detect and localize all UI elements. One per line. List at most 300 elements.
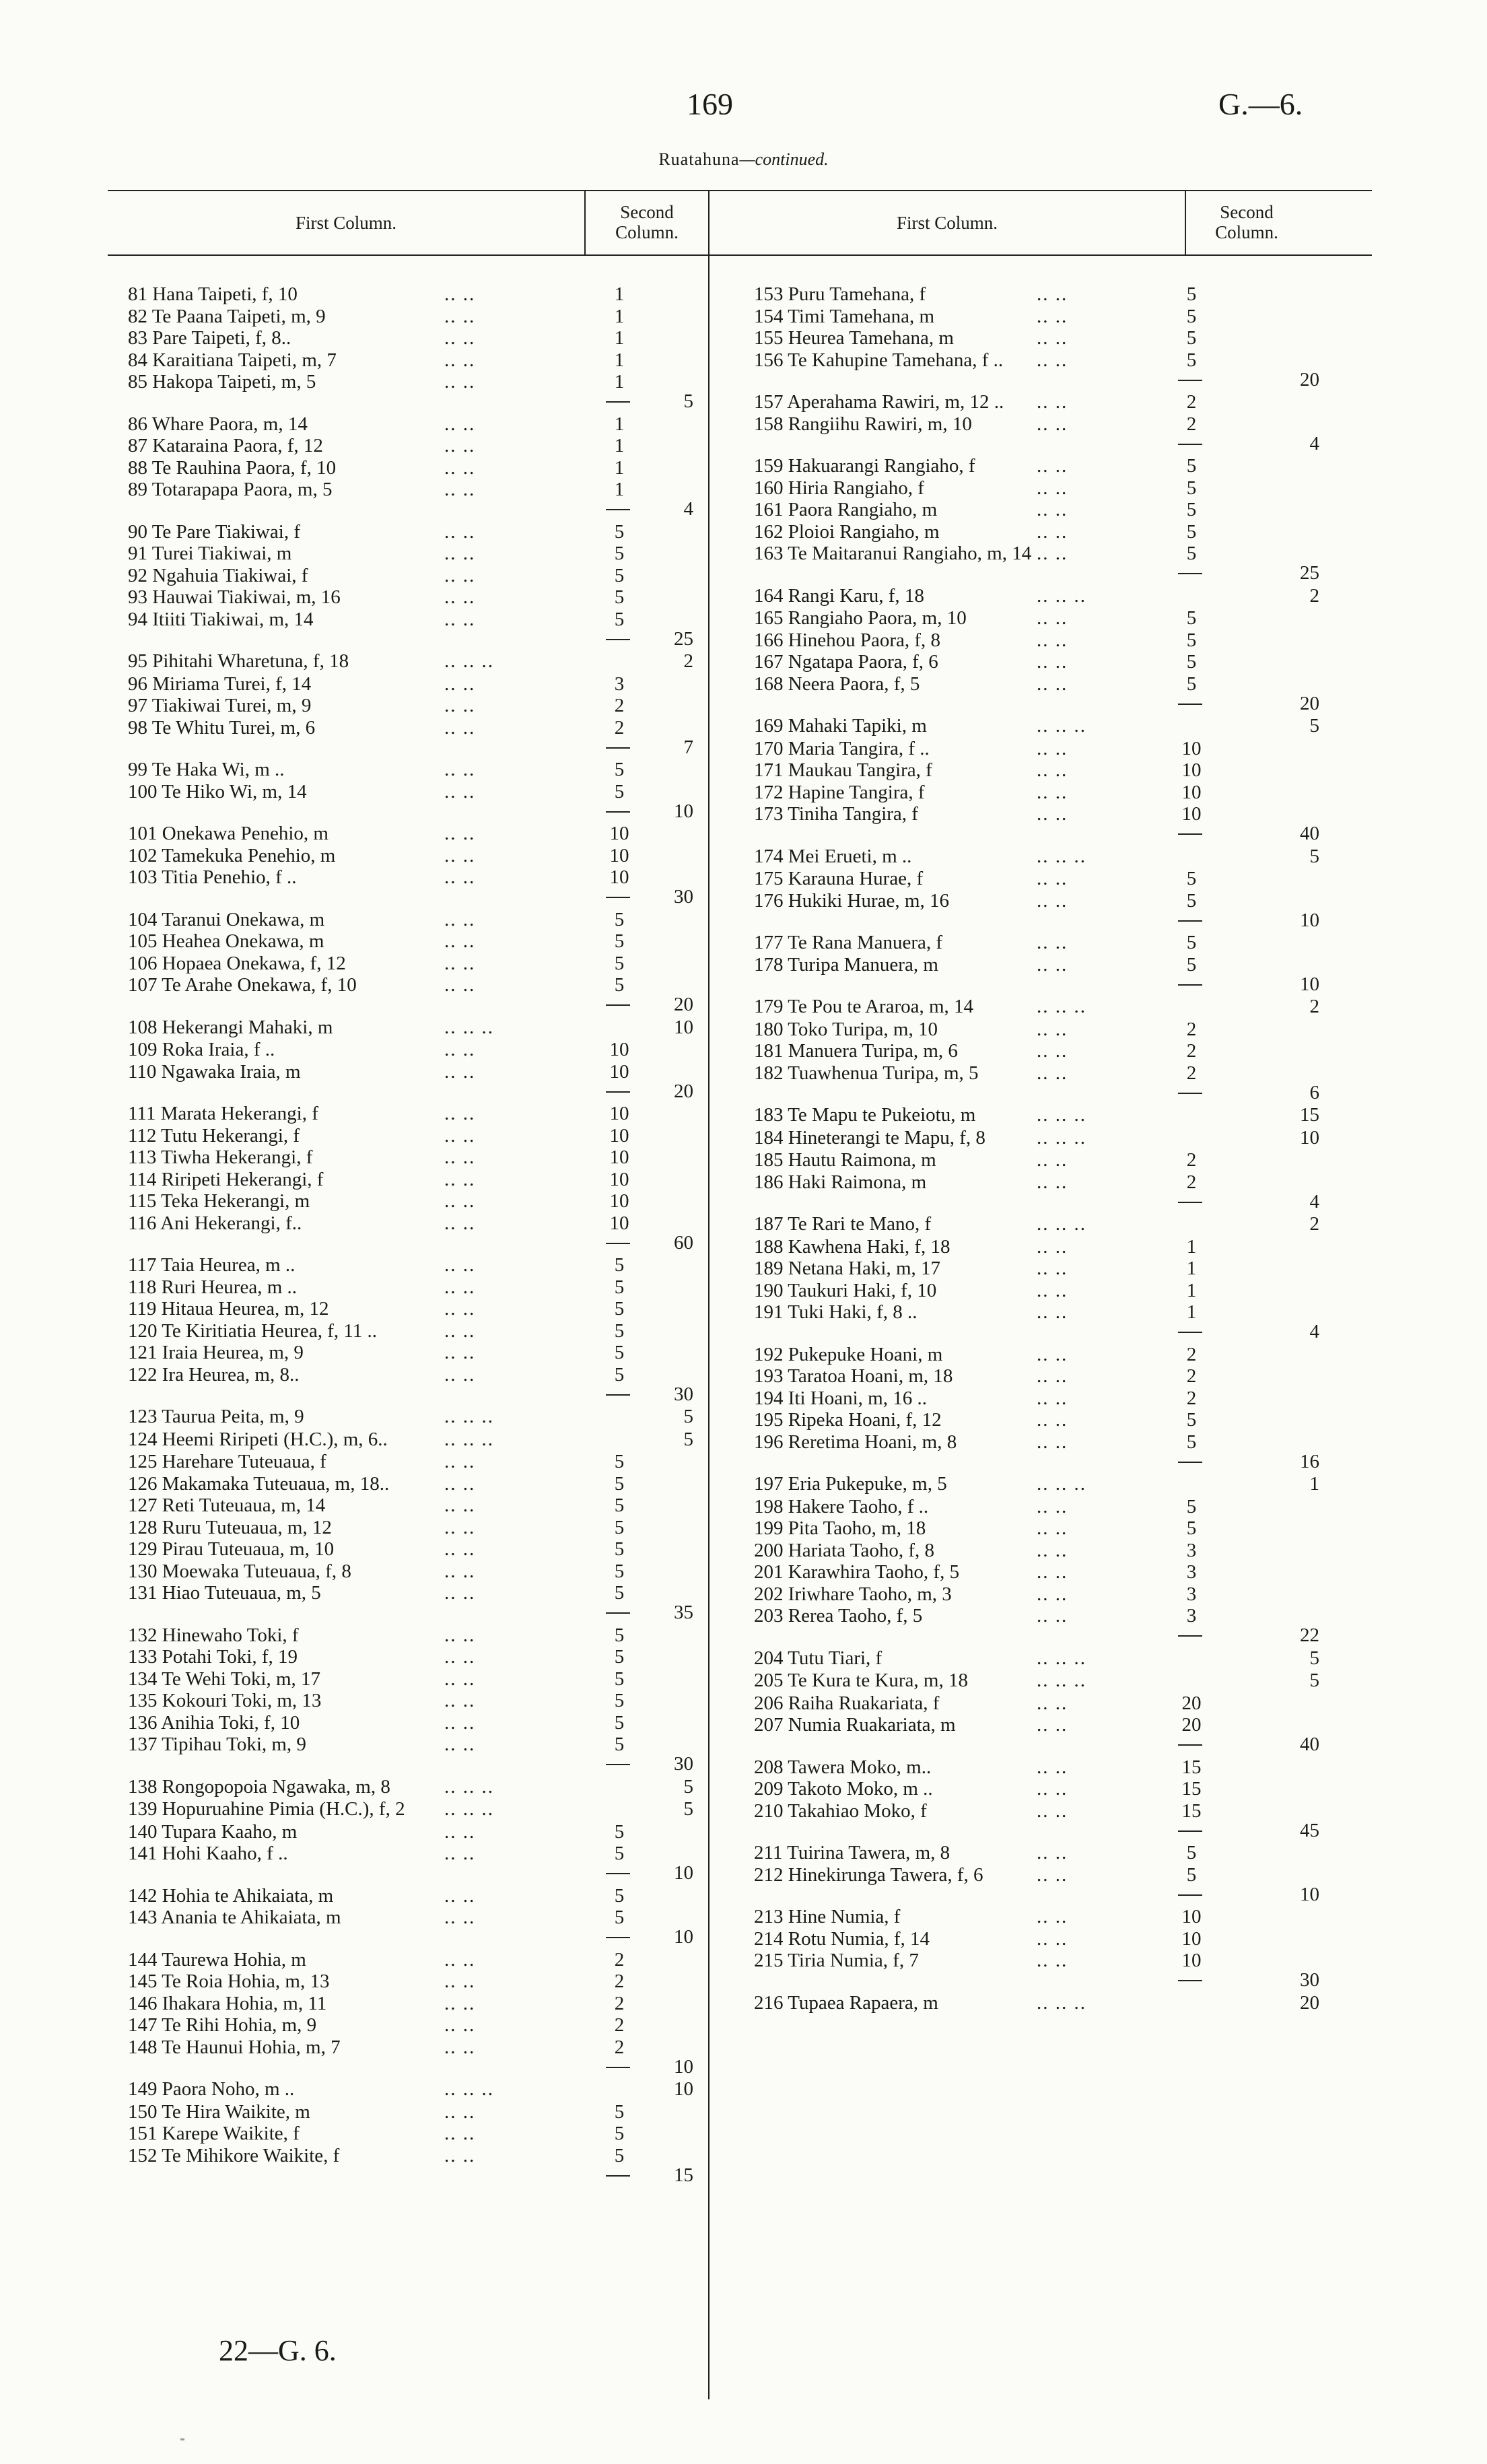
leader-dots: .. ..: [1037, 1906, 1068, 1927]
subtotal-dash: [606, 1004, 630, 1006]
first-column-value: 15: [1181, 1756, 1202, 1778]
first-column-value: 5: [614, 565, 625, 586]
right-second-header-line2: Column.: [1215, 222, 1278, 242]
subtotal-dash: [1178, 1980, 1202, 1981]
table-row: [128, 1775, 700, 1798]
entry-label: 184 Hineterangi te Mapu, f, 8: [754, 1127, 985, 1149]
leader-dots: .. ..: [444, 1061, 476, 1083]
first-column-value: 5: [614, 1821, 625, 1843]
entry-label: 115 Teka Hekerangi, m: [128, 1190, 310, 1212]
leader-dots: .. .. ..: [1037, 996, 1086, 1017]
entry-label: 216 Tupaea Rapaera, m: [754, 1992, 938, 2014]
entry-label: 140 Tupara Kaaho, m: [128, 1821, 298, 1843]
subtotal-row: [754, 368, 1319, 391]
leader-dots: .. ..: [444, 1103, 476, 1124]
table-row: [128, 564, 700, 587]
table-row: [754, 607, 1319, 629]
first-column-value: 5: [614, 953, 625, 974]
first-column-value: 5: [614, 1624, 625, 1646]
leader-dots: .. ..: [1037, 1950, 1068, 1971]
first-column-value: 3: [1186, 1605, 1197, 1627]
first-column-value: 5: [614, 1668, 625, 1690]
table-header-rule: [108, 254, 1372, 256]
first-column-value: 1: [614, 479, 625, 500]
entry-label: 182 Tuawhenua Turipa, m, 5: [754, 1062, 979, 1084]
first-column-value: 2: [614, 1993, 625, 2014]
second-column-value: 4: [1309, 433, 1319, 454]
entry-label: 83 Pare Taipeti, f, 8..: [128, 327, 291, 349]
entry-label: 175 Karauna Hurae, f: [754, 868, 924, 889]
leader-dots: .. ..: [444, 1298, 476, 1320]
table-row: [754, 1018, 1319, 1041]
table-row: [754, 714, 1319, 737]
table-row: [754, 520, 1319, 543]
subtotal-row: [128, 1383, 700, 1406]
table-row: [754, 454, 1319, 477]
leader-dots: .. ..: [1037, 673, 1068, 695]
first-column-value: 5: [614, 543, 625, 564]
subtotal-dash: [1178, 1202, 1202, 1203]
first-column-value: 1: [1186, 1258, 1197, 1279]
first-column-value: 5: [614, 1561, 625, 1582]
first-column-value: 5: [1186, 543, 1197, 564]
leader-dots: .. ..: [1037, 803, 1068, 825]
table-row: [754, 1905, 1319, 1928]
second-column-value: 2: [1309, 996, 1319, 1017]
entry-label: 148 Te Haunui Hohia, m, 7: [128, 2037, 341, 2058]
subtotal-dash: [1178, 380, 1202, 381]
first-column-value: 5: [614, 1646, 625, 1668]
subtotal-row: [128, 2164, 700, 2187]
entry-label: 110 Ngawaka Iraia, m: [128, 1061, 301, 1083]
entry-label: 88 Te Rauhina Paora, f, 10: [128, 457, 337, 479]
subtotal-row: [754, 1969, 1319, 1991]
entry-label: 171 Maukau Tangira, f: [754, 759, 932, 781]
first-column-value: 2: [1186, 1062, 1197, 1084]
table-row: [754, 498, 1319, 521]
first-column-value: 5: [614, 974, 625, 996]
subtotal-dash: [1178, 1635, 1202, 1637]
entry-label: 139 Hopuruahine Pimia (H.C.), f, 2: [128, 1798, 405, 1820]
subtotal-dash: [1178, 444, 1202, 445]
entry-label: 87 Kataraina Paora, f, 12: [128, 435, 323, 456]
second-column-value: 40: [1300, 1734, 1319, 1755]
first-column-value: 5: [614, 909, 625, 930]
first-column-value: 10: [609, 1061, 629, 1083]
leader-dots: .. ..: [1037, 868, 1068, 889]
footer-signature: 22—G. 6.: [219, 2334, 337, 2367]
entry-label: 121 Iraia Heurea, m, 9: [128, 1342, 304, 1363]
entry-label: 137 Tipihau Toki, m, 9: [128, 1734, 306, 1755]
leader-dots: .. ..: [1037, 306, 1068, 327]
entry-label: 183 Te Mapu te Pukeiotu, m: [754, 1104, 976, 1126]
leader-dots: .. ..: [1037, 1040, 1068, 1062]
table-row: [754, 477, 1319, 500]
table-row: [754, 629, 1319, 652]
first-column-value: 1: [1186, 1301, 1197, 1323]
second-column-value: 30: [674, 886, 693, 908]
table-row: [754, 1103, 1319, 1126]
right-second-column-header: [1186, 202, 1307, 242]
entry-label: 186 Haki Raimona, m: [754, 1171, 927, 1193]
first-column-value: 5: [1186, 283, 1197, 305]
subtotal-row: [128, 1752, 700, 1775]
entry-label: 213 Hine Numia, f: [754, 1906, 901, 1927]
table-row: [754, 1561, 1319, 1583]
center-divider: [708, 191, 710, 2399]
subtotal-row: [128, 1080, 700, 1103]
table-row: [128, 2014, 700, 2037]
entry-label: 122 Ira Heurea, m, 8..: [128, 1364, 300, 1385]
second-column-value: 30: [674, 1753, 693, 1775]
leader-dots: .. ..: [1037, 1301, 1068, 1323]
leader-dots: .. ..: [444, 781, 476, 802]
entry-label: 162 Ploioi Rangiaho, m: [754, 521, 940, 543]
table-row: [128, 650, 700, 673]
left-second-column-header: [586, 202, 708, 242]
leader-dots: .. .. ..: [1037, 846, 1086, 867]
first-column-value: 10: [1181, 1928, 1202, 1950]
entry-label: 123 Taurua Peita, m, 9: [128, 1406, 304, 1427]
table-row: [128, 1168, 700, 1191]
table-row: [754, 1343, 1319, 1366]
table-row: [754, 1257, 1319, 1280]
table-row: [754, 1408, 1319, 1431]
table-row: [128, 822, 700, 845]
table-row: [754, 867, 1319, 890]
leader-dots: .. ..: [444, 1517, 476, 1538]
entry-label: 128 Ruru Tuteuaua, m, 12: [128, 1517, 332, 1538]
first-column-value: 5: [1186, 1409, 1197, 1431]
leader-dots: .. ..: [444, 1821, 476, 1843]
subtotal-dash: [606, 1873, 630, 1874]
entry-label: 160 Hiria Rangiaho, f: [754, 477, 924, 499]
subtotal-row: [128, 885, 700, 908]
entry-label: 144 Taurewa Hohia, m: [128, 1949, 306, 1971]
table-row: [128, 1320, 700, 1342]
leader-dots: .. ..: [444, 349, 476, 371]
table-row: [128, 1494, 700, 1517]
first-column-value: 5: [614, 1538, 625, 1560]
entry-label: 131 Hiao Tuteuaua, m, 5: [128, 1582, 321, 1604]
second-column-value: 45: [1300, 1820, 1319, 1841]
leader-dots: .. ..: [1037, 1540, 1068, 1561]
first-column-value: 2: [614, 2037, 625, 2058]
table-row: [754, 305, 1319, 328]
entry-label: 92 Ngahuia Tiakiwai, f: [128, 565, 308, 586]
entry-label: 93 Hauwai Tiakiwai, m, 16: [128, 586, 341, 608]
leader-dots: .. ..: [1037, 1605, 1068, 1627]
leader-dots: .. ..: [1037, 1388, 1068, 1409]
subtotal-dash: [606, 1091, 630, 1093]
entry-label: 154 Timi Tamehana, m: [754, 306, 935, 327]
first-column-value: 5: [614, 1734, 625, 1755]
leader-dots: .. ..: [1037, 1149, 1068, 1171]
first-column-value: 5: [614, 2145, 625, 2166]
leader-dots: .. .. ..: [1037, 1213, 1086, 1235]
first-column-value: 5: [614, 1517, 625, 1538]
table-row: [754, 1841, 1319, 1864]
first-column-value: 5: [1186, 868, 1197, 889]
first-column-value: 1: [614, 306, 625, 327]
first-column-value: 1: [614, 349, 625, 371]
table-row: [128, 1516, 700, 1539]
subtotal-dash: [1178, 1093, 1202, 1094]
subtotal-row: [128, 1231, 700, 1254]
table-row: [128, 1820, 700, 1843]
second-column-value: 22: [1300, 1624, 1319, 1646]
leader-dots: .. ..: [1037, 1496, 1068, 1517]
leader-dots: .. ..: [444, 1646, 476, 1668]
subtotal-row: [754, 432, 1319, 455]
leader-dots: .. ..: [1037, 954, 1068, 976]
entry-label: 114 Riripeti Hekerangi, f: [128, 1169, 324, 1190]
subtotal-row: [128, 800, 700, 823]
entry-label: 177 Te Rana Manuera, f: [754, 932, 943, 953]
entry-label: 107 Te Arahe Onekawa, f, 10: [128, 974, 357, 996]
leader-dots: .. ..: [444, 306, 476, 327]
first-column-value: 10: [609, 1125, 629, 1147]
entry-label: 176 Hukiki Hurae, m, 16: [754, 890, 949, 912]
table-row: [128, 1538, 700, 1561]
first-column-value: 2: [614, 717, 625, 739]
entry-label: 211 Tuirina Tawera, m, 8: [754, 1842, 950, 1863]
first-column-value: 2: [1186, 391, 1197, 413]
leader-dots: .. ..: [1037, 521, 1068, 543]
first-column-value: 10: [609, 1147, 629, 1168]
entry-label: 129 Pirau Tuteuaua, m, 10: [128, 1538, 335, 1560]
entry-label: 98 Te Whitu Turei, m, 6: [128, 717, 316, 739]
subtotal-dash: [606, 639, 630, 640]
first-column-value: 5: [1186, 455, 1197, 477]
table-row: [128, 1948, 700, 1971]
entry-label: 155 Heurea Tamehana, m: [754, 327, 954, 349]
table-row: [128, 434, 700, 457]
first-column-value: 5: [614, 586, 625, 608]
first-column-value: 5: [614, 1451, 625, 1472]
table-row: [754, 1235, 1319, 1258]
entry-label: 188 Kawhena Haki, f, 18: [754, 1236, 950, 1258]
leader-dots: .. ..: [444, 695, 476, 716]
first-column-value: 10: [1181, 1950, 1202, 1971]
first-column-value: 3: [1186, 1583, 1197, 1605]
leader-dots: .. .. ..: [444, 1429, 494, 1450]
second-column-value: 2: [1309, 585, 1319, 607]
first-column-value: 5: [1186, 1517, 1197, 1539]
leader-dots: .. ..: [1037, 1431, 1068, 1453]
leader-dots: .. ..: [444, 953, 476, 974]
entry-label: 134 Te Wehi Toki, m, 17: [128, 1668, 321, 1690]
table-row: [128, 586, 700, 609]
leader-dots: .. ..: [1037, 1583, 1068, 1605]
entry-label: 135 Kokouri Toki, m, 13: [128, 1690, 322, 1711]
subtotal-row: [754, 1081, 1319, 1104]
entry-label: 152 Te Mihikore Waikite, f: [128, 2145, 340, 2166]
table-row: [754, 1756, 1319, 1779]
leader-dots: .. ..: [1037, 1800, 1068, 1822]
table-row: [128, 1689, 700, 1712]
subtotal-dash: [606, 1394, 630, 1396]
first-column-value: 5: [1186, 306, 1197, 327]
first-column-value: 5: [614, 1254, 625, 1276]
leader-dots: .. ..: [1037, 1756, 1068, 1778]
leader-dots: .. ..: [444, 1668, 476, 1690]
subtotal-row: [754, 692, 1319, 715]
subtotal-dash: [1178, 920, 1202, 922]
entry-label: 109 Roka Iraia, f ..: [128, 1039, 275, 1060]
entry-label: 200 Hariata Taoho, f, 8: [754, 1540, 935, 1561]
table-row: [128, 1124, 700, 1147]
second-column-value: 2: [683, 650, 693, 672]
table-row: [128, 1560, 700, 1583]
subtotal-dash: [1178, 833, 1202, 835]
table-row: [754, 759, 1319, 782]
leader-dots: .. ..: [444, 2145, 476, 2166]
subtotal-row: [754, 973, 1319, 996]
table-row: [128, 456, 700, 479]
leader-dots: .. ..: [444, 371, 476, 392]
entry-label: 204 Tutu Tiari, f: [754, 1647, 883, 1669]
second-column-value: 10: [1300, 910, 1319, 931]
table-row: [128, 1038, 700, 1061]
first-column-value: 15: [1181, 1778, 1202, 1800]
first-column-value: 10: [1181, 759, 1202, 781]
right-first-column-header: First Column.: [896, 213, 998, 233]
subtotal-row: [128, 498, 700, 520]
leader-dots: .. ..: [444, 457, 476, 479]
leader-dots: .. ..: [444, 413, 476, 435]
table-row: [128, 1970, 700, 1993]
subtotal-dash: [606, 1764, 630, 1765]
leader-dots: .. ..: [1037, 1019, 1068, 1040]
leader-dots: .. ..: [1037, 413, 1068, 435]
entry-label: 97 Tiakiwai Turei, m, 9: [128, 695, 312, 716]
table-row: [128, 694, 700, 717]
entry-label: 198 Hakere Taoho, f ..: [754, 1496, 929, 1517]
first-column-value: 5: [1186, 651, 1197, 673]
first-column-value: 1: [614, 457, 625, 479]
second-column-value: 4: [1309, 1321, 1319, 1342]
subtotal-row: [754, 1733, 1319, 1756]
leader-dots: .. ..: [444, 435, 476, 456]
subtotal-dash: [606, 1243, 630, 1244]
table-row: [128, 1146, 700, 1169]
left-second-header-line2: Column.: [615, 222, 679, 242]
table-row: [128, 283, 700, 306]
leader-dots: .. ..: [1037, 543, 1068, 564]
leader-dots: .. ..: [444, 845, 476, 866]
table-row: [128, 1624, 700, 1647]
leader-dots: .. ..: [444, 2123, 476, 2144]
entry-label: 168 Neera Paora, f, 5: [754, 673, 920, 695]
entry-label: 150 Te Hira Waikite, m: [128, 2101, 310, 2123]
leader-dots: .. ..: [444, 586, 476, 608]
table-row: [754, 1669, 1319, 1692]
leader-dots: .. ..: [1037, 1258, 1068, 1279]
leader-dots: .. ..: [444, 1342, 476, 1363]
leader-dots: .. ..: [1037, 1714, 1068, 1736]
table-row: [754, 931, 1319, 954]
entry-label: 185 Hautu Raimona, m: [754, 1149, 936, 1171]
entry-label: 170 Maria Tangira, f ..: [754, 738, 930, 759]
first-column-value: 1: [1186, 1236, 1197, 1258]
table-row: [128, 305, 700, 328]
table-row: [128, 952, 700, 975]
entry-label: 205 Te Kura te Kura, m, 18: [754, 1670, 968, 1691]
subtotal-row: [128, 1861, 700, 1884]
subtotal-dash: [606, 509, 630, 510]
subtotal-row: [754, 822, 1319, 845]
first-column-value: 5: [614, 1298, 625, 1320]
table-row: [754, 781, 1319, 804]
first-column-value: 10: [1181, 738, 1202, 759]
first-column-value: 5: [1186, 1864, 1197, 1886]
entry-label: 193 Taratoa Hoani, m, 18: [754, 1365, 953, 1387]
subtotal-row: [128, 1925, 700, 1948]
first-column-value: 1: [614, 327, 625, 349]
table-row: [128, 2122, 700, 2145]
leader-dots: .. ..: [1037, 1062, 1068, 1084]
table-row: [128, 1276, 700, 1299]
leader-dots: .. ..: [444, 673, 476, 695]
entry-label: 142 Hohia te Ahikaiata, m: [128, 1885, 334, 1907]
first-column-value: 5: [614, 521, 625, 543]
entry-label: 108 Hekerangi Mahaki, m: [128, 1017, 333, 1038]
entry-label: 214 Rotu Numia, f, 14: [754, 1928, 930, 1950]
first-column-value: 1: [614, 283, 625, 305]
leader-dots: .. ..: [444, 1971, 476, 1992]
entry-label: 189 Netana Haki, m, 17: [754, 1258, 941, 1279]
entry-label: 130 Moewaka Tuteuaua, f, 8: [128, 1561, 351, 1582]
leader-dots: .. .. ..: [1037, 585, 1086, 607]
leader-dots: .. ..: [444, 759, 476, 780]
second-column-value: 10: [674, 1017, 693, 1038]
subtotal-row: [754, 1819, 1319, 1842]
first-column-value: 2: [614, 2014, 625, 2036]
second-column-value: 15: [674, 2164, 693, 2186]
right-second-header-line1: Second: [1220, 202, 1274, 222]
second-column-value: 5: [683, 1798, 693, 1820]
first-column-value: 5: [614, 1495, 625, 1516]
first-column-value: 5: [614, 1843, 625, 1864]
leader-dots: .. ..: [1037, 1778, 1068, 1800]
leader-dots: .. ..: [444, 1212, 476, 1234]
subtotal-dash: [1178, 984, 1202, 986]
second-column-value: 5: [1309, 846, 1319, 867]
leader-dots: .. ..: [444, 1254, 476, 1276]
leader-dots: .. ..: [444, 1495, 476, 1516]
subtotal-row: [128, 1601, 700, 1624]
entry-label: 174 Mei Erueti, m ..: [754, 846, 912, 867]
leader-dots: .. ..: [444, 1582, 476, 1604]
subtotal-row: [754, 1190, 1319, 1213]
leader-dots: .. ..: [1037, 759, 1068, 781]
leader-dots: .. ..: [444, 1147, 476, 1168]
second-column-value: 10: [674, 1926, 693, 1948]
entry-label: 147 Te Rihi Hohia, m, 9: [128, 2014, 317, 2036]
subtotal-row: [128, 390, 700, 413]
entry-label: 209 Takoto Moko, m ..: [754, 1778, 933, 1800]
first-column-value: 1: [614, 413, 625, 435]
leader-dots: .. ..: [1037, 607, 1068, 629]
second-column-value: 1: [1309, 1473, 1319, 1495]
subtotal-row: [128, 736, 700, 759]
leader-dots: .. .. ..: [1037, 1670, 1086, 1691]
entry-label: 208 Tawera Moko, m..: [754, 1756, 932, 1778]
page-number: 169: [687, 87, 733, 121]
entry-label: 133 Potahi Toki, f, 19: [128, 1646, 298, 1668]
table-row: [754, 1365, 1319, 1388]
